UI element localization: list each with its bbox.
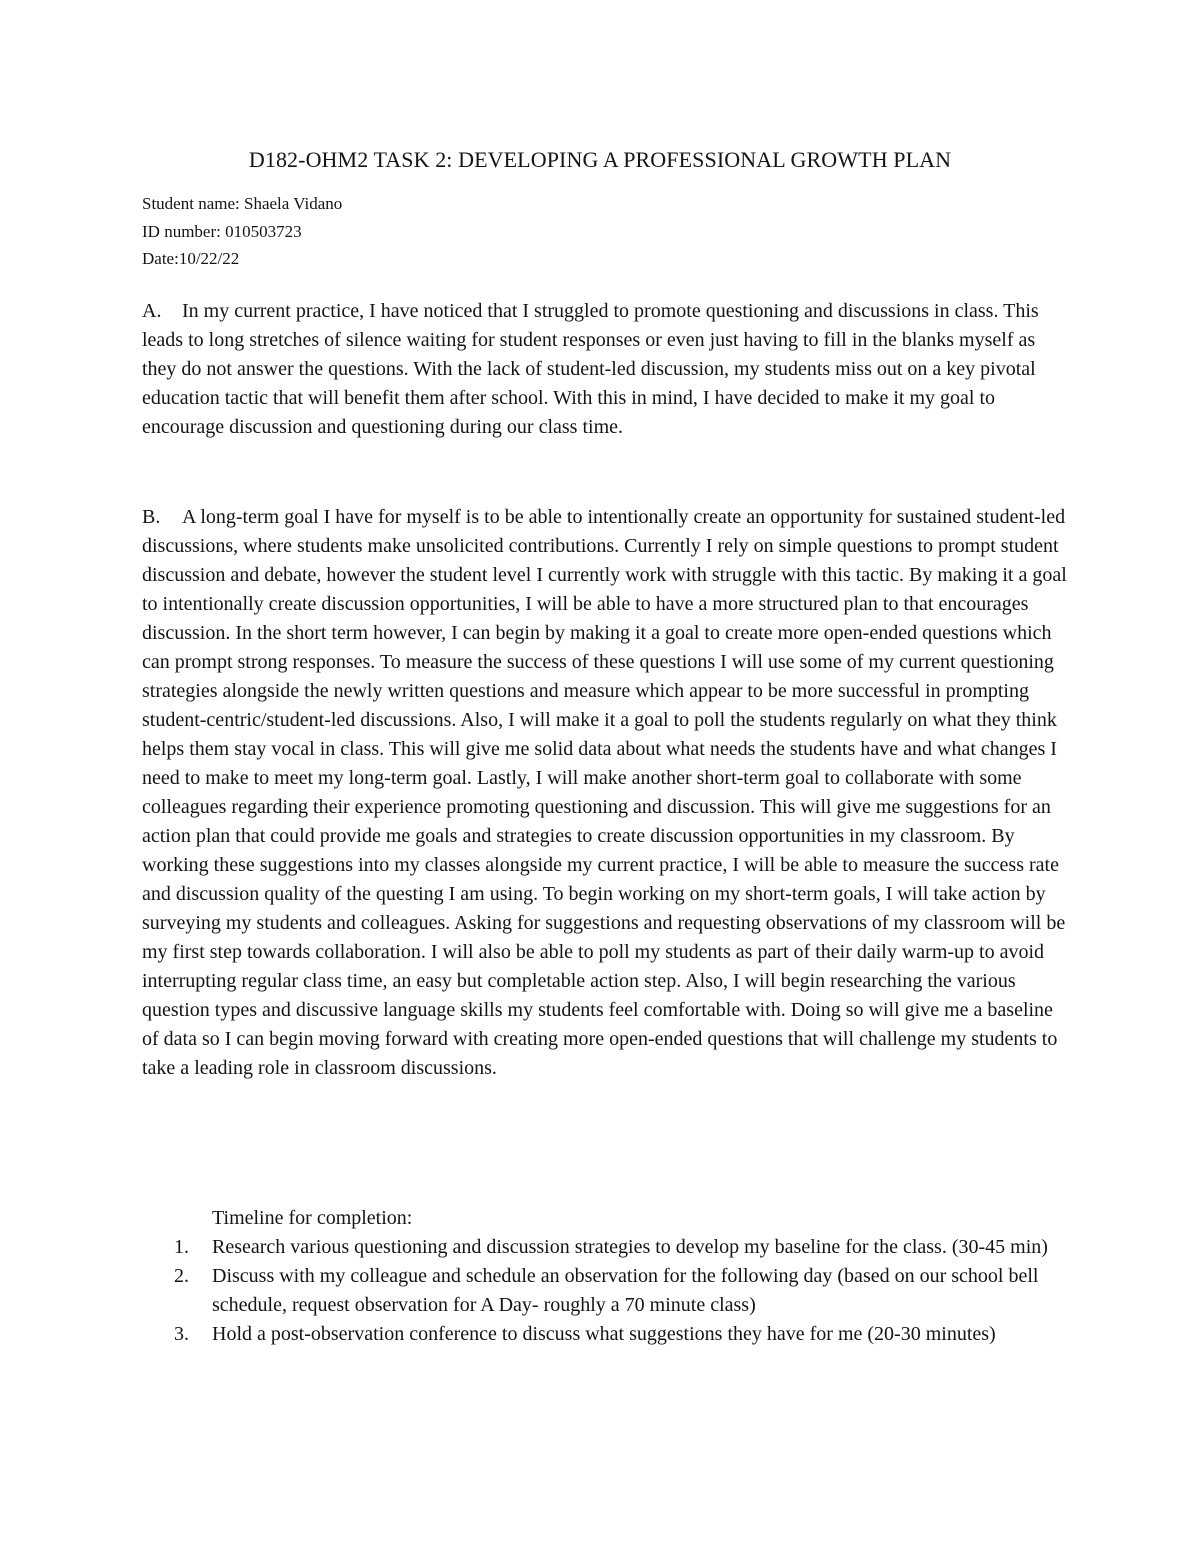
timeline-list <box>142 1233 1072 1349</box>
timeline-item <box>142 1320 1072 1349</box>
timeline-item-number: 2. <box>174 1265 189 1287</box>
section-b-paragraph <box>142 503 1072 1083</box>
document-date: Date:10/22/22 <box>142 249 240 268</box>
timeline-item <box>142 1262 1072 1320</box>
timeline-item-text: Discuss with my colleague and schedule an observation for the following day (based on our school bell schedule, request observation for A Day- roughly a 70 minute class) <box>212 1265 1039 1316</box>
section-a-marker: A. <box>142 300 162 322</box>
section-a-text: In my current practice, I have noticed that I struggled to promote questioning and discussions in class. This leads to long stretches of silence waiting for student responses or even just having to fill in the blanks myself as they do not answer the questions. With the lack of student-led discussion, my students miss out on a key pivotal education tactic that will benefit them after school. With this in mind, I have decided to make it my goal to encourage discussion and questioning during our class time. <box>142 300 1039 438</box>
section-b-marker: B. <box>142 506 161 528</box>
section-a-paragraph <box>142 297 1072 442</box>
id-number: ID number: 010503723 <box>142 221 302 241</box>
timeline-item <box>142 1233 1072 1262</box>
timeline-item-number: 3. <box>174 1323 189 1345</box>
timeline-label: Timeline for completion: <box>212 1207 413 1229</box>
student-name: Student name: Shaela Vidano <box>142 194 343 213</box>
document-title: D182-OHM2 TASK 2: DEVELOPING A PROFESSIONAL GROWTH PLAN <box>248 147 952 172</box>
student-info <box>142 190 342 273</box>
timeline-item-text: Research various questioning and discussion strategies to develop my baseline for the class. (30-45 min) <box>212 1236 1048 1258</box>
section-b-text: A long-term goal I have for myself is to be able to intentionally create an opportunity for sustained student-led discussions, where students make unsolicited contributions. Currently I rely on simple questions to prompt student discussion and debate, however the student level I currently work with struggle with this tactic. By making it a goal to intentionally create discussion opportunities, I will be able to have a more structured plan to that encourages discussion. In the short term however, I can begin by making it a goal to create more open-ended questions which can prompt strong responses. To measure the success of these questions I will use some of my current questioning strategies alongside the newly written questions and measure which appear to be more successful in prompting student-centric/student-led discussions. Also, I will make it a goal to poll the students regularly on what they think helps them stay vocal in class. This will give me solid data about what needs the students have and what changes I need to make to meet my long-term goal. Lastly, I will make another short-term goal to collaborate with some colleagues regarding their experience promoting questioning and discussion. This will give me suggestions for an action plan that could provide me goals and strategies to create discussion opportunities in my classroom. By working these suggestions into my classes alongside my current practice, I will be able to measure the success rate and discussion quality of the questing I am using. To begin working on my short-term goals, I will take action by surveying my students and colleagues. Asking for suggestions and requesting observations of my classroom will be my first step towards collaboration. I will also be able to poll my students as part of their daily warm-up to avoid interrupting regular class time, an easy but completable action step. Also, I will begin researching the various question types and discussive language skills my students feel comfortable with. Doing so will give me a baseline of data so I can begin moving forward with creating more open-ended questions that will challenge my students to take a leading role in classroom discussions. <box>142 506 1067 1079</box>
timeline-item-text: Hold a post-observation conference to discuss what suggestions they have for me (20-30 minutes) <box>212 1323 996 1345</box>
timeline-item-number: 1. <box>174 1236 189 1258</box>
